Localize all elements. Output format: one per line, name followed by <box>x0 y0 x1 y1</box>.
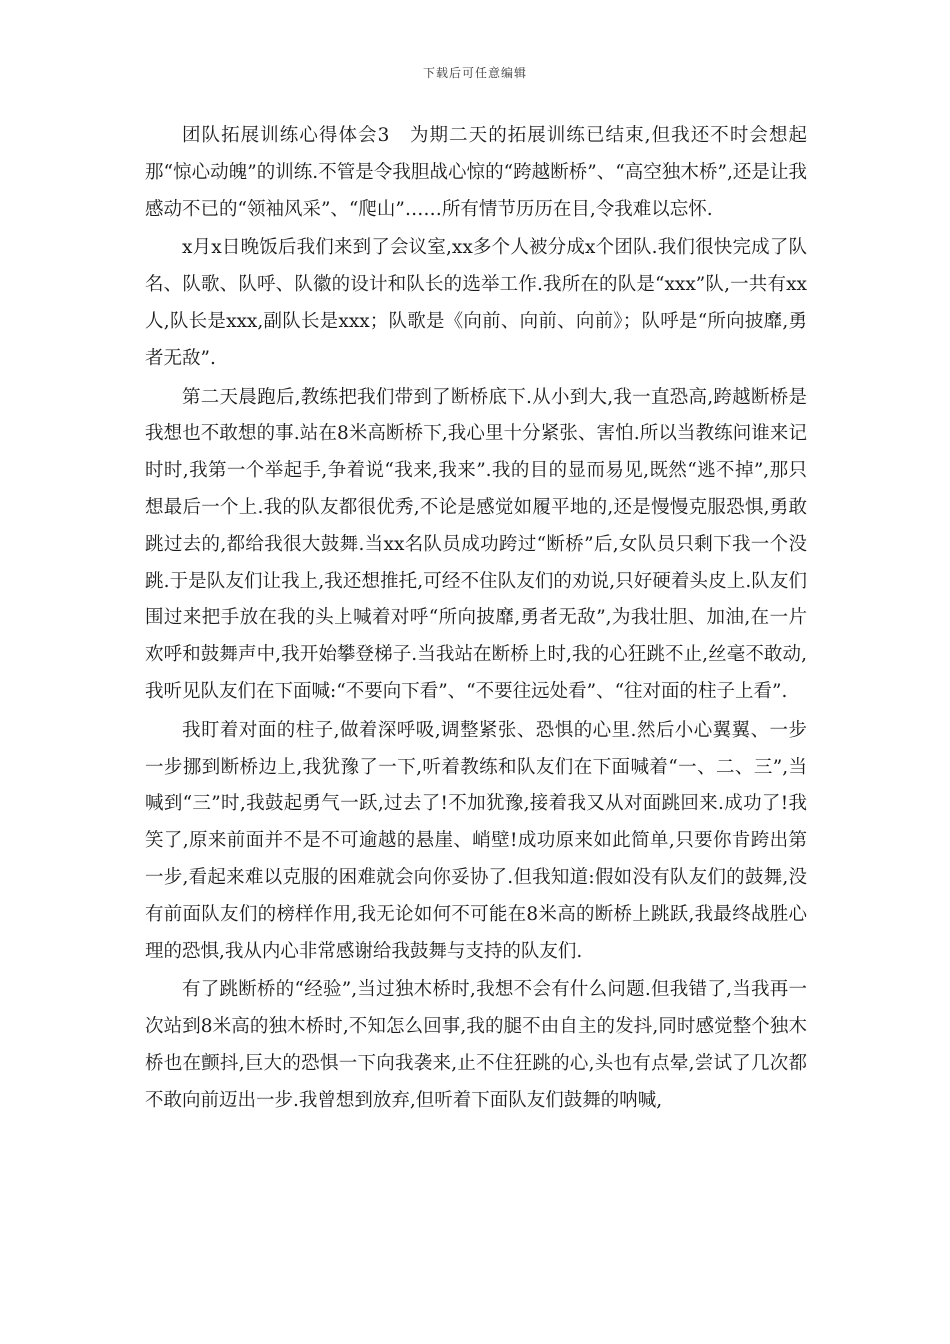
paragraph-2: x月x日晚饭后我们来到了会议室,xx多个人被分成x个团队.我们很快完成了队名、队歌、队呼、队徽的设计和队长的选举工作.我所在的队是“xxx”队,一共有xx人,队长是xxx,副队长是xxx；队歌是《向前、向前、向前》；队呼是“所向披靡,勇者无敌”. <box>145 237 807 369</box>
paragraph-1: 团队拓展训练心得体会3 为期二天的拓展训练已结束,但我还不时会想起那“惊心动魄”的训练.不管是令我胆战心惊的“跨越断桥”、“高空独木桥”,还是让我感动不已的“领袖风采”、“爬山”……所有情节历历在目,令我难以忘怀. <box>145 125 807 220</box>
paragraph-5: 有了跳断桥的“经验”,当过独木桥时,我想不会有什么问题.但我错了,当我再一次站到8米高的独木桥时,不知怎么回事,我的腿不由自主的发抖,同时感觉整个独木桥也在颤抖,巨大的恐惧一下向我袭来,止不住狂跳的心,头也有点晕,尝试了几次都不敢向前迈出一步.我曾想到放弃,但听着下面队友们鼓舞的呐喊, <box>145 979 807 1111</box>
page-header-note: 下载后可任意编辑 <box>422 66 527 80</box>
document-body <box>145 118 807 1122</box>
paragraph-3: 第二天晨跑后,教练把我们带到了断桥底下.从小到大,我一直恐高,跨越断桥是我想也不敢想的事.站在8米高断桥下,我心里十分紧张、害怕.所以当教练问谁来记时时,我第一个举起手,争着说“我来,我来”.我的目的显而易见,既然“逃不掉”,那只想最后一个上.我的队友都很优秀,不论是感觉如履平地的,还是慢慢克服恐惧,勇敢跳过去的,都给我很大鼓舞.当xx名队员成功跨过“断桥”后,女队员只剩下我一个没跳.于是队友们让我上,我还想推托,可经不住队友们的劝说,只好硬着头皮上.队友们围过来把手放在我的头上喊着对呼“所向披靡,勇者无敌”,为我壮胆、加油,在一片欢呼和鼓舞声中,我开始攀登梯子.当我站在断桥上时,我的心狂跳不止,丝毫不敢动,我听见队友们在下面喊:“不要向下看”、“不要往远处看”、“往对面的柱子上看”. <box>145 386 807 702</box>
paragraph-4: 我盯着对面的柱子,做着深呼吸,调整紧张、恐惧的心里.然后小心翼翼、一步一步挪到断桥边上,我犹豫了一下,听着教练和队友们在下面喊着“一、二、三”,当喊到“三”时,我鼓起勇气一跃,过去了!不加犹豫,接着我又从对面跳回来.成功了!我笑了,原来前面并不是不可逾越的悬崖、峭壁!成功原来如此简单,只要你肯跨出第一步,看起来难以克服的困难就会向你妥协了.但我知道:假如没有队友们的鼓舞,没有前面队友们的榜样作用,我无论如何不可能在8米高的断桥上跳跃,我最终战胜心理的恐惧,我从内心非常感谢给我鼓舞与支持的队友们. <box>145 719 807 962</box>
